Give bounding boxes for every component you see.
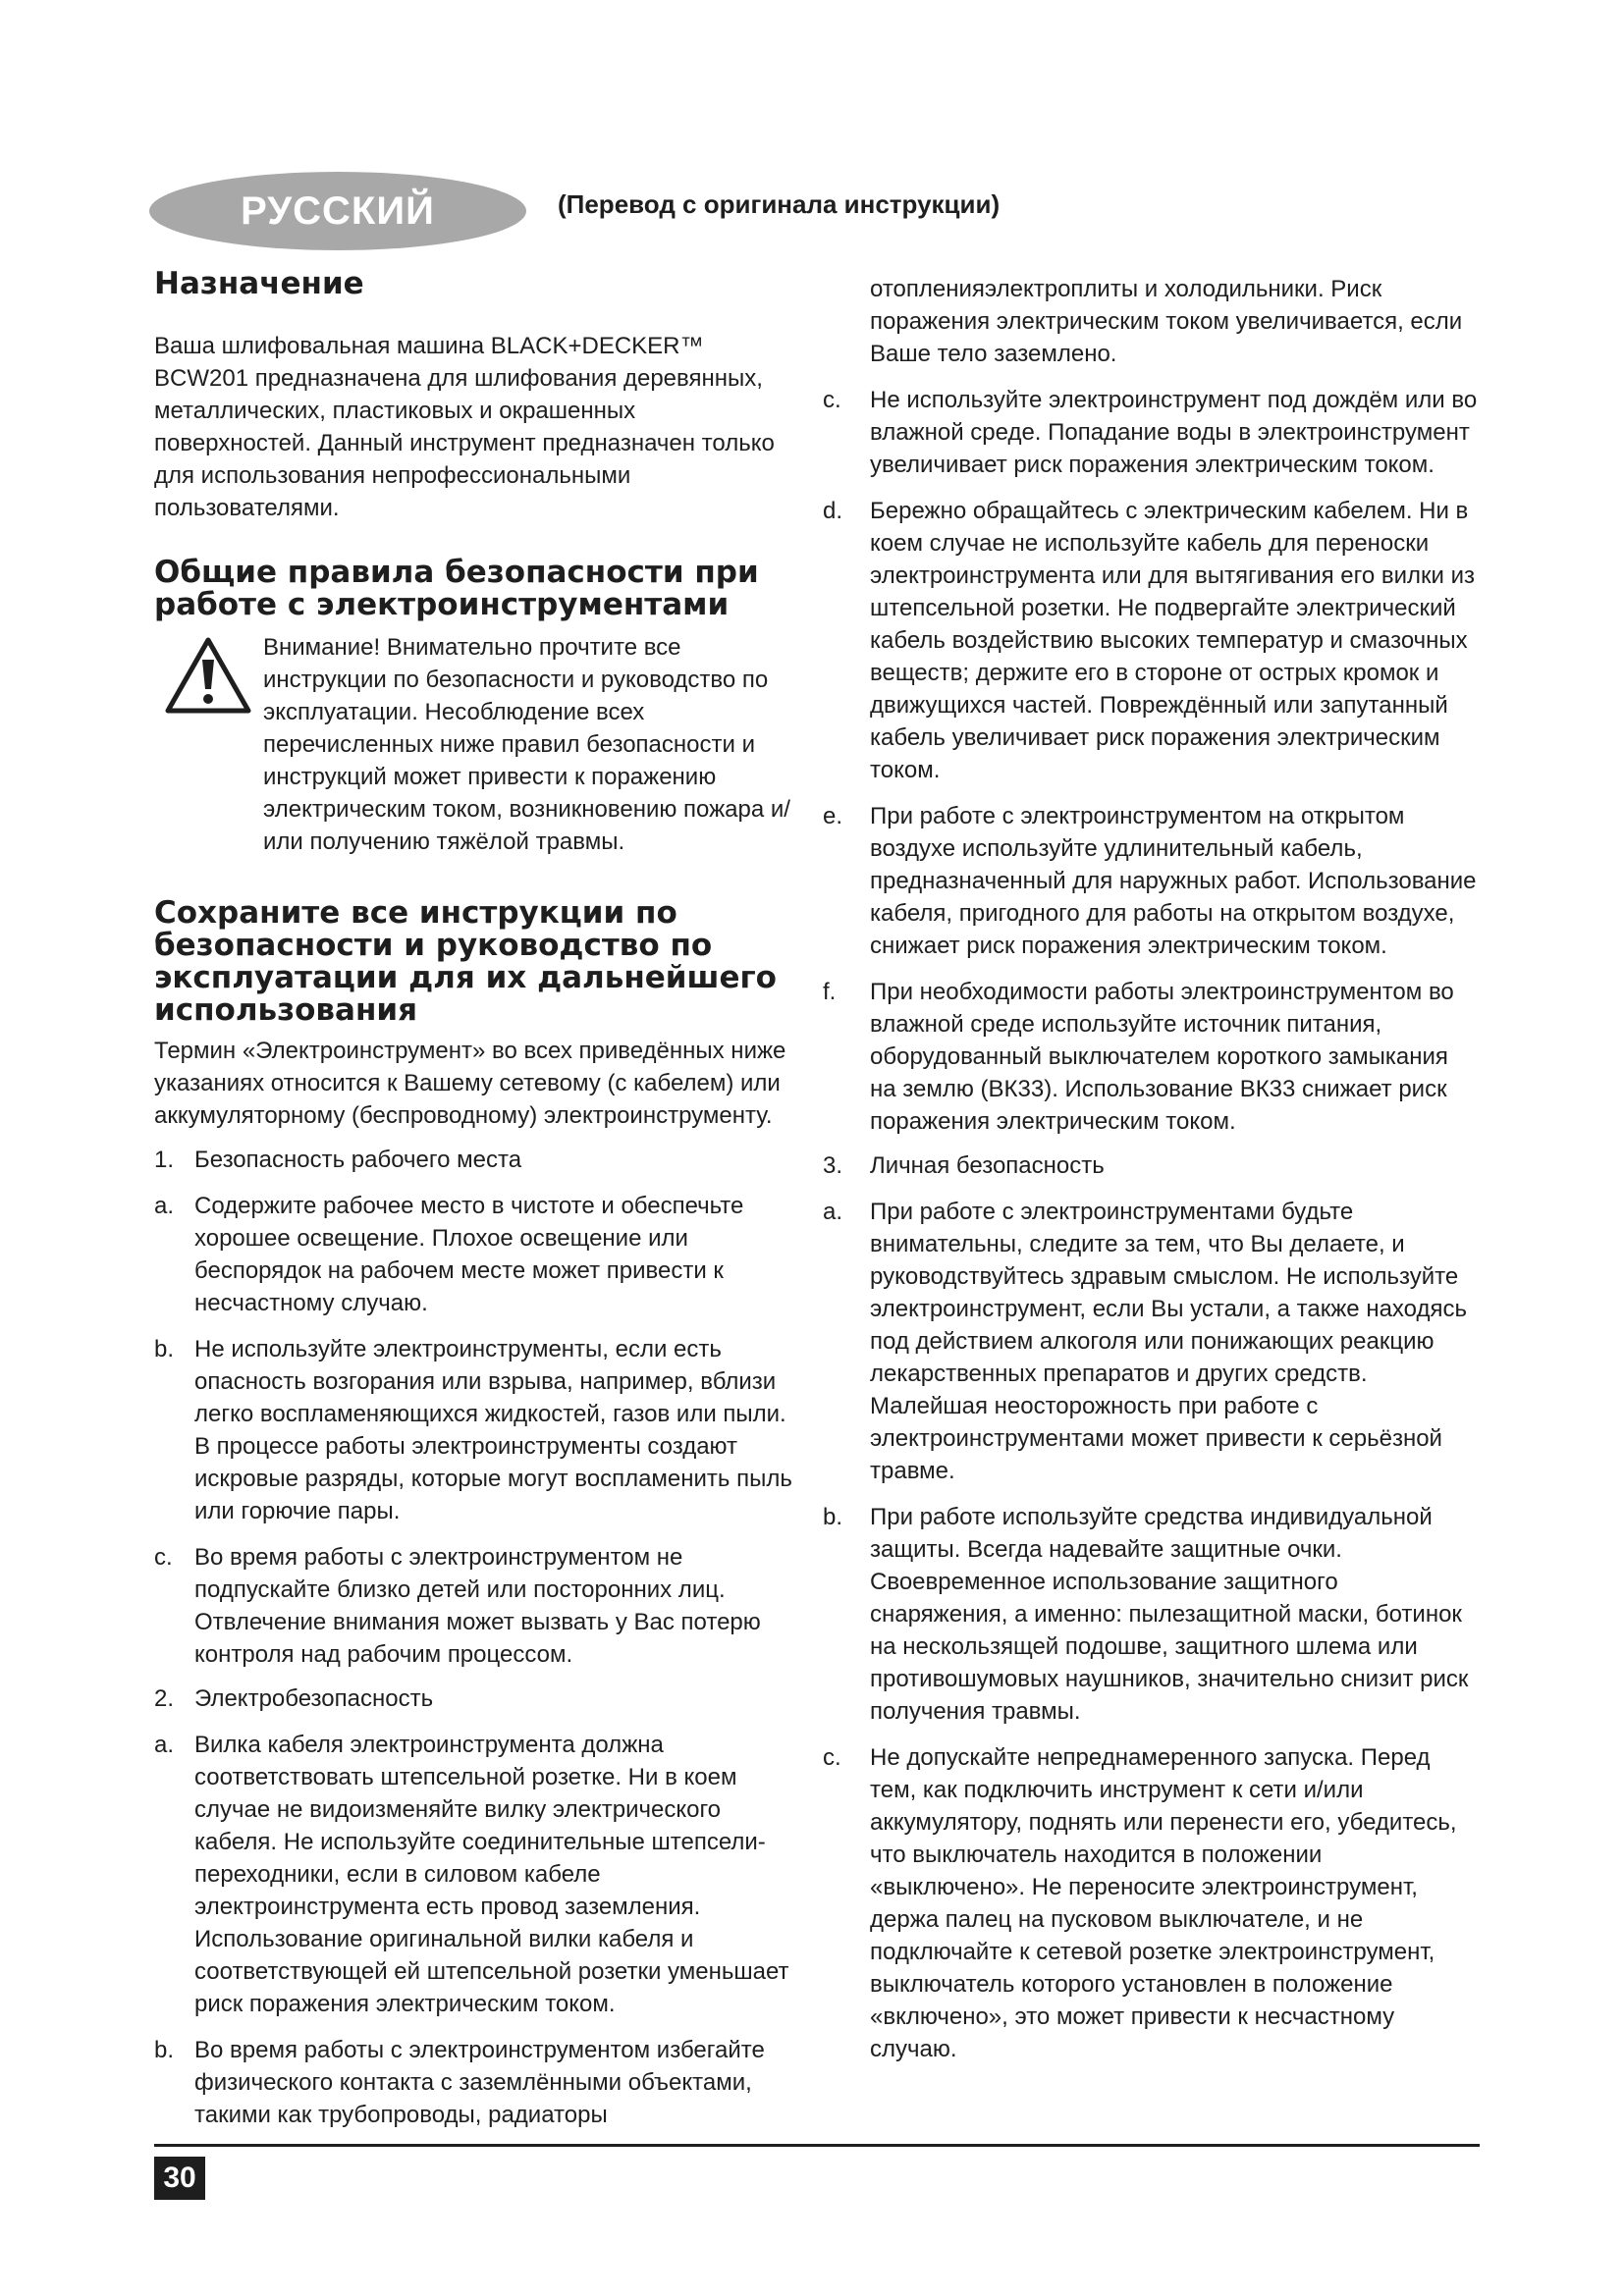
save-instructions-heading: Сохраните все инструкции по безопасности и руководство по эксплуатации для их дальнейшего использования [154,895,777,1028]
language-badge: РУССКИЙ [149,172,526,250]
list-item [823,495,1481,786]
footer-divider [154,2144,1480,2147]
right-column [823,273,1481,2065]
item-text: Во время работы с электроинструментом не подпускайте близко детей или посторонних лиц. Отвлечение внимания может вызвать у Вас потерю контроля над рабочим процессом. [194,1544,761,1668]
item-letter: a. [154,1732,175,1758]
item-letter: a. [154,1193,175,1219]
item-text: Не используйте электроинструменты, если есть опасность возгорания или взрыва, например, вблизи легко воспламеняющихся жидкостей, газов или пыли. В процессе работы электроинструменты создают искровые разряды, которые могут воспламенить пыль или горючие пары. [194,1336,792,1524]
item-continuation: отопленияэлектроплиты и холодильники. Риск поражения электрическим током увеличивается, если Ваше тело заземлено. [870,276,1463,367]
safety-heading: Общие правила безопасности при работе с электроинструментами [154,555,759,622]
section-title: Электробезопасность [194,1685,434,1712]
item-letter: f. [823,979,837,1005]
translation-note: (Перевод с оригинала инструкции) [558,189,1001,219]
section-title: Безопасность рабочего места [194,1147,522,1173]
list-item [154,1190,797,1319]
list-item [154,1729,797,2020]
item-letter: b. [823,1504,843,1530]
item-letter: a. [823,1199,843,1225]
item-letter: d. [823,498,843,524]
item-letter: b. [154,1336,175,1362]
list-item [823,1501,1481,1728]
item-text: Не используйте электроинструмент под дождём или во влажной среде. Попадание воды в электроинструмент увеличивает риск поражения электрическим током. [870,387,1478,478]
section-personal-safety [823,1149,1481,1182]
item-text: При необходимости работы электроинструментом во влажной среде используйте источник питания, оборудованный выключателем короткого замыкания на землю (ВК33). Использование ВК33 снижает риск поражения электрическим током. [870,979,1454,1135]
list-item [823,384,1481,481]
item-text: Вилка кабеля электроинструмента должна соответствовать штепсельной розетке. Ни в коем случае не видоизменяйте вилку электрического кабеля. Не используйте соединительные штепсели-переходники, если в силовом кабеле электроинструмента есть провод заземления. Использование оригинальной вилки кабеля и соответствующей ей штепсельной розетки уменьшает риск поражения электрическим током. [194,1732,789,2017]
item-letter: c. [823,1744,841,1771]
list-item [154,1541,797,1671]
left-column [154,265,797,2131]
list-item [823,1741,1481,2065]
page-number: 30 [154,2157,205,2200]
warning-block [154,631,797,858]
warning-text: Внимание! Внимательно прочтите все инструкции по безопасности и руководство по эксплуатации. Несоблюдение всех перечисленных ниже правил безопасности и инструкций может привести к поражению электрическим током, возникновению пожара и/или получению тяжёлой травмы. [263,634,790,855]
purpose-text: Ваша шлифовальная машина BLACK+DECKER™ BCW201 предназначена для шлифования деревянных, металлических, пластиковых и окрашенных поверхностей. Данный инструмент предназначен только для использования непрофессиональными пользователями. [154,333,775,521]
warning-triangle-icon [164,636,252,715]
item-letter: c. [154,1544,173,1571]
section-work-area [154,1144,797,1176]
list-item [823,800,1481,962]
item-text: Содержите рабочее место в чистоте и обеспечьте хорошее освещение. Плохое освещение или беспорядок на рабочем месте может привести к несчастному случаю. [194,1193,744,1316]
term-definition: Термин «Электроинструмент» во всех приведённых ниже указаниях относится к Вашему сетевому (с кабелем) или аккумуляторному (беспроводному) электроинструменту. [154,1038,786,1129]
section-electrical-safety [154,1682,797,1715]
item-letter: c. [823,387,841,413]
item-letter: e. [823,803,843,829]
purpose-heading: Назначение [154,266,364,301]
section-number: 1. [154,1147,175,1173]
list-item [154,2034,797,2131]
list-item [154,1333,797,1527]
item-text: Бережно обращайтесь с электрическим кабелем. Ни в коем случае не используйте кабель для переноски электроинструмента или для вытягивания его вилки из штепсельной розетки. Не подвергайте электрический кабель воздействию высоких температур и смазочных веществ; держите его в стороне от острых кромок и движущихся частей. Повреждённый или запутанный кабель увеличивает риск поражения электрическим током. [870,498,1476,783]
section-number: 3. [823,1152,843,1179]
list-item [823,1196,1481,1487]
item-letter: b. [154,2037,175,2063]
item-text: Не допускайте непреднамеренного запуска. Перед тем, как подключить инструмент к сети и/или аккумулятору, поднять или перенести его, убедитесь, что выключатель находится в положении «выключено». Не переносите электроинструмент, держа палец на пусковом выключателе, и не подключайте к сетевой розетке электроинструмент, выключатель которого установлен в положение «включено», это может привести к несчастному случаю. [870,1744,1457,2062]
item-text: При работе используйте средства индивидуальной защиты. Всегда надевайте защитные очки. Своевременное использование защитного снаряжения, а именно: пылезащитной маски, ботинок на нескользящей подошве, защитного шлема или противошумовых наушников, значительно снизит риск получения травмы. [870,1504,1469,1725]
list-item [823,976,1481,1138]
item-text: При работе с электроинструментами будьте внимательны, следите за тем, что Вы делаете, и руководствуйтесь здравым смыслом. Не используйте электроинструмент, если Вы устали, а также находясь под действием алкоголя или понижающих реакцию лекарственных препаратов и других средств. Малейшая неосторожность при работе с электроинструментами может привести к серьёзной травме. [870,1199,1467,1484]
item-text: При работе с электроинструментом на открытом воздухе используйте удлинительный кабель, предназначенный для наружных работ. Использование кабеля, пригодного для работы на открытом воздухе, снижает риск поражения электрическим током. [870,803,1477,959]
section-number: 2. [154,1685,175,1712]
section-title: Личная безопасность [870,1152,1105,1179]
item-text: Во время работы с электроинструментом избегайте физического контакта с заземлёнными объектами, такими как трубопроводы, радиаторы [194,2037,765,2128]
